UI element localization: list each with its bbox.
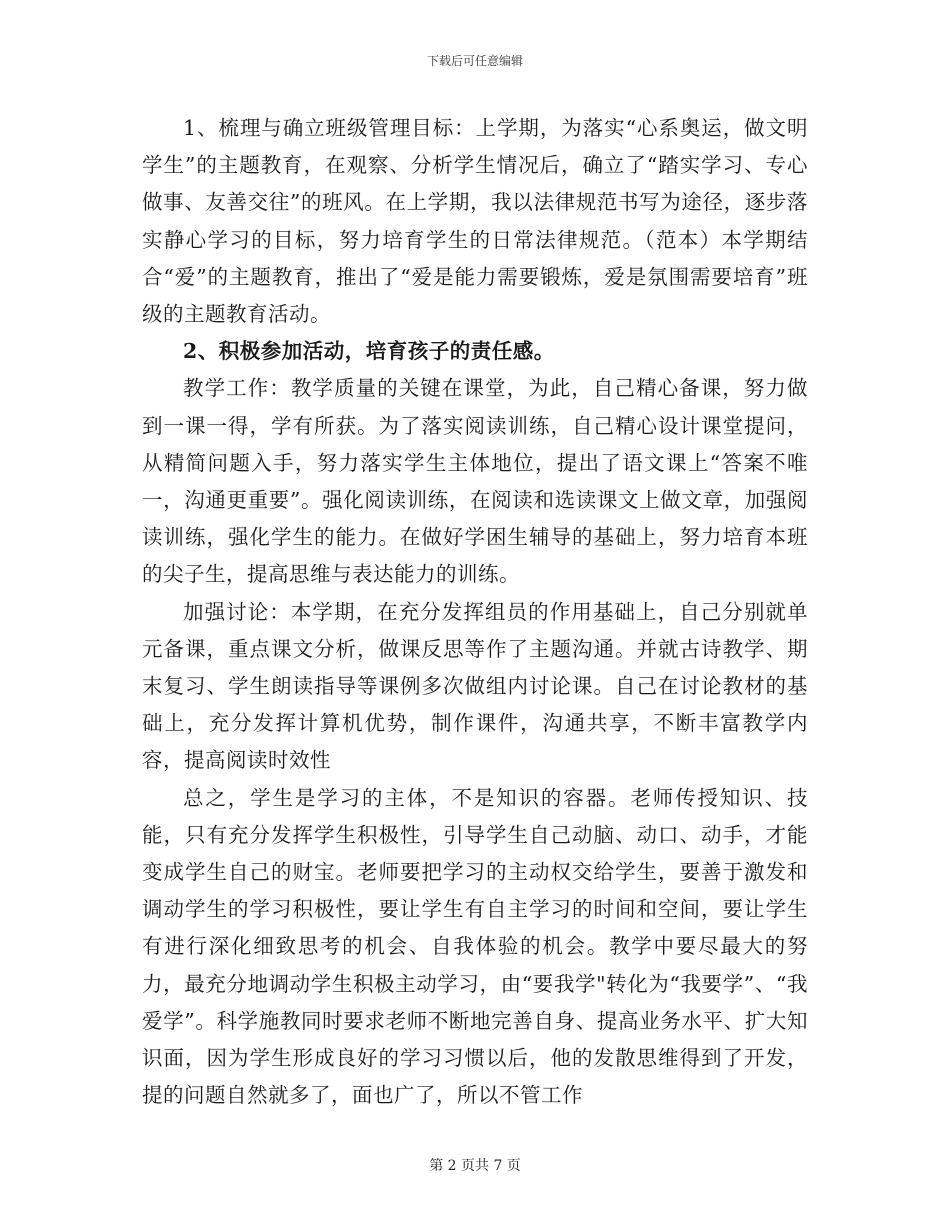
page-number-footer: 第 2 页共 7 页 (429, 1158, 521, 1174)
paragraph-teaching-work: 教学工作：教学质量的关键在课堂，为此，自己精心备课，努力做到一课一得，学有所获。为了落实阅读训练，自己精心设计课堂提问，从精简问题入手，努力落实学生主体地位，提出了语文课上“答案不唯一，沟通更重要”。强化阅读训练，在阅读和选读课文上做文章，加强阅读训练，强化学生的能力。在做好学困生辅导的基础上，努力培育本班的尖子生，提高思维与表达能力的训练。 (142, 376, 808, 587)
paragraph-strengthen-discussion: 加强讨论：本学期，在充分发挥组员的作用基础上，自己分别就单元备课，重点课文分析，做课反思等作了主题沟通。并就古诗教学、期末复习、学生朗读指导等课例多次做组内讨论课。自己在讨论教材的基础上，充分发挥计算机优势，制作课件，沟通共享，不断丰富教学内容，提高阅读时效性 (142, 599, 808, 773)
paragraph-summary: 总之，学生是学习的主体，不是知识的容器。老师传授知识、技能，只有充分发挥学生积极性，引导学生自己动脑、动口、动手，才能变成学生自己的财宝。老师要把学习的主动权交给学生，要善于激发和调动学生的学习积极性，要让学生有自主学习的时间和空间，要让学生有进行深化细致思考的机会、自我体验的机会。教学中要尽最大的努力，最充分地调动学生积极主动学习，由“要我学"转化为“我要学”、“我爱学”。科学施教同时要求老师不断地完善自身、提高业务水平、扩大知识面，因为学生形成良好的学习习惯以后，他的发散思维得到了开发，提的问题自然就多了，面也广了，所以不管工作 (142, 785, 808, 1108)
section-heading-activities: 2、积极参加活动，培育孩子的责任感。 (183, 339, 555, 364)
document-body (142, 110, 808, 1114)
page-header: 下载后可任意编辑 (426, 54, 523, 68)
paragraph-class-management-goals: 1、梳理与确立班级管理目标：上学期，为落实“心系奥运，做文明学生”的主题教育，在观察、分析学生情况后，确立了“踏实学习、专心做事、友善交往”的班风。在上学期，我以法律规范书写为途径，逐步落实静心学习的目标，努力培育学生的日常法律规范。（范本）本学期结合“爱”的主题教育，推出了“爱是能力需要锻炼，爱是氛围需要培育”班级的主题教育活动。 (142, 116, 808, 327)
